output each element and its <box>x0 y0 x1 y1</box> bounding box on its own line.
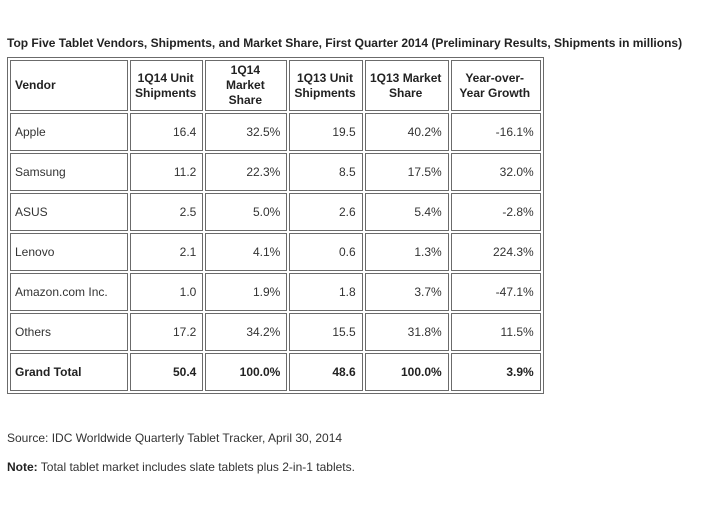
note-line <box>7 460 720 474</box>
value-cell: 1.9% <box>205 273 287 311</box>
value-cell: 1.8 <box>289 273 362 311</box>
source-line: Source: IDC Worldwide Quarterly Tablet Tracker, April 30, 2014 <box>7 431 343 445</box>
value-cell: -47.1% <box>451 273 541 311</box>
value-cell: 5.4% <box>365 193 449 231</box>
value-cell: 32.0% <box>451 153 541 191</box>
value-cell: 50.4 <box>130 353 203 391</box>
column-header: Year-over-Year Growth <box>451 60 541 111</box>
vendor-cell: Samsung <box>10 153 128 191</box>
value-cell: 100.0% <box>365 353 449 391</box>
table-row <box>10 193 541 231</box>
value-cell: 8.5 <box>289 153 362 191</box>
note-label: Note: <box>7 460 38 474</box>
value-cell: -16.1% <box>451 113 541 151</box>
value-cell: 17.2 <box>130 313 203 351</box>
table-row <box>10 273 541 311</box>
value-cell: 11.5% <box>451 313 541 351</box>
column-header: 1Q13 Unit Shipments <box>289 60 362 111</box>
value-cell: 22.3% <box>205 153 287 191</box>
value-cell: 34.2% <box>205 313 287 351</box>
column-header: 1Q13 Market Share <box>365 60 449 111</box>
value-cell: 2.5 <box>130 193 203 231</box>
vendor-cell: Amazon.com Inc. <box>10 273 128 311</box>
vendor-cell: Apple <box>10 113 128 151</box>
vendor-cell: ASUS <box>10 193 128 231</box>
value-cell: -2.8% <box>451 193 541 231</box>
table-row <box>10 313 541 351</box>
table-row <box>10 153 541 191</box>
value-cell: 1.3% <box>365 233 449 271</box>
value-cell: 32.5% <box>205 113 287 151</box>
value-cell: 3.9% <box>451 353 541 391</box>
vendor-cell: Lenovo <box>10 233 128 271</box>
value-cell: 31.8% <box>365 313 449 351</box>
table-row <box>10 233 541 271</box>
value-cell: 0.6 <box>289 233 362 271</box>
column-header: 1Q14 Unit Shipments <box>130 60 203 111</box>
value-cell: 19.5 <box>289 113 362 151</box>
table-header-row <box>10 60 541 111</box>
grand-total-row <box>10 353 541 391</box>
value-cell: 100.0% <box>205 353 287 391</box>
value-cell: 11.2 <box>130 153 203 191</box>
value-cell: 1.0 <box>130 273 203 311</box>
column-header: Vendor <box>10 60 128 111</box>
value-cell: 4.1% <box>205 233 287 271</box>
page-title: Top Five Tablet Vendors, Shipments, and Market Share, First Quarter 2014 (Preliminary Results, Shipments in millions) <box>7 36 683 50</box>
value-cell: 17.5% <box>365 153 449 191</box>
value-cell: 3.7% <box>365 273 449 311</box>
note-text: Total tablet market includes slate tablets plus 2-in-1 tablets. <box>37 460 355 474</box>
value-cell: 2.6 <box>289 193 362 231</box>
value-cell: 40.2% <box>365 113 449 151</box>
tablet-vendors-table <box>7 57 544 394</box>
table-row <box>10 113 541 151</box>
value-cell: 16.4 <box>130 113 203 151</box>
vendor-cell: Grand Total <box>10 353 128 391</box>
value-cell: 2.1 <box>130 233 203 271</box>
value-cell: 5.0% <box>205 193 287 231</box>
value-cell: 15.5 <box>289 313 362 351</box>
vendor-cell: Others <box>10 313 128 351</box>
column-header: 1Q14 Market Share <box>205 60 287 111</box>
value-cell: 48.6 <box>289 353 362 391</box>
value-cell: 224.3% <box>451 233 541 271</box>
